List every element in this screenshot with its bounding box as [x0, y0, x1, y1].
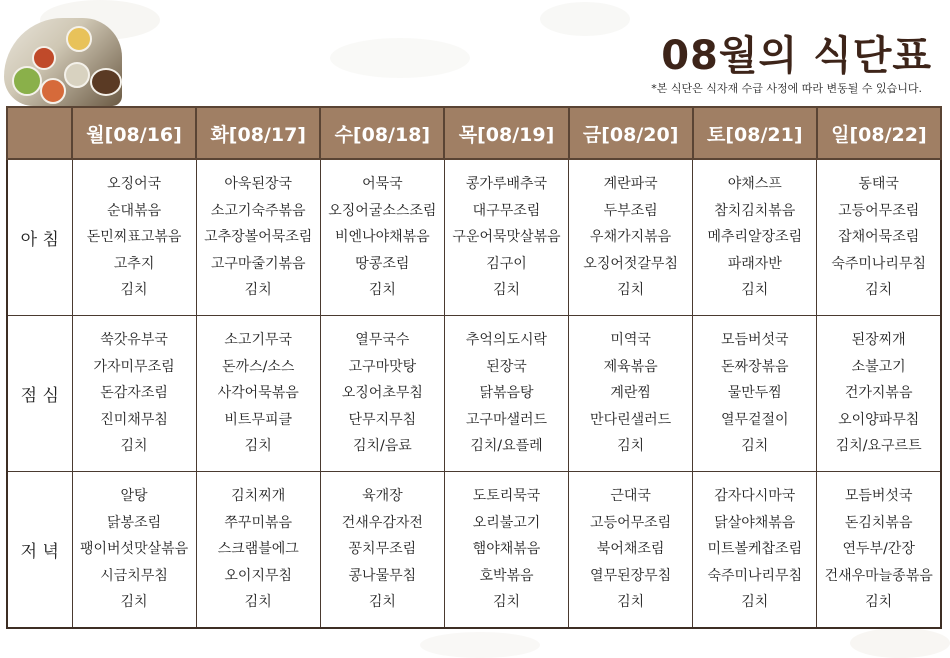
menu-cell — [817, 159, 941, 316]
day-header-mon: 월[08/16] — [72, 107, 196, 159]
meal-row-breakfast — [7, 159, 941, 316]
menu-item: 돈김치볶음 — [844, 514, 913, 531]
menu-item: 오징어초무침 — [341, 385, 423, 402]
menu-item: 대구무조림 — [472, 202, 541, 219]
menu-item: 오징어젓갈무침 — [583, 255, 678, 272]
menu-item: 쑥갓유부국 — [100, 332, 168, 349]
menu-item: 김치 — [368, 282, 396, 299]
menu-item: 숙주미나리무침 — [707, 567, 803, 584]
menu-cell — [444, 471, 568, 628]
background-leaf-decoration — [330, 38, 470, 78]
menu-item: 알탕 — [120, 488, 148, 505]
menu-cell — [444, 316, 568, 472]
menu-change-notice: *본 식단은 식자재 수급 사정에 따라 변동될 수 있습니다. — [651, 82, 922, 95]
background-leaf-decoration — [850, 628, 950, 658]
corner-cell — [7, 107, 72, 159]
menu-item: 가자미무조림 — [93, 358, 175, 375]
day-header-tue: 화[08/17] — [196, 107, 320, 159]
day-header-sun: 일[08/22] — [817, 107, 941, 159]
menu-item: 건가지볶음 — [844, 385, 913, 402]
menu-item: 야채스프 — [727, 176, 782, 193]
menu-item: 김치 — [492, 282, 521, 299]
menu-item: 쭈꾸미볶음 — [224, 514, 293, 531]
menu-item: 땅콩조림 — [355, 255, 410, 272]
menu-item: 참치김치볶음 — [714, 202, 796, 219]
menu-cell — [72, 471, 196, 628]
menu-item: 고구마줄기볶음 — [210, 255, 306, 272]
meal-label: 아 침 — [7, 159, 72, 316]
menu-item: 김치 — [741, 282, 769, 299]
menu-item: 고등어무조림 — [590, 514, 672, 531]
menu-cell — [196, 471, 320, 628]
menu-item: 김구이 — [486, 255, 527, 272]
menu-item: 김치 — [865, 282, 893, 299]
menu-cell — [817, 471, 941, 628]
menu-cell — [569, 316, 693, 472]
menu-item: 닭봉조림 — [107, 514, 162, 531]
menu-item: 만다린샐러드 — [590, 411, 672, 428]
menu-item: 순대볶음 — [107, 202, 162, 219]
menu-item: 김치 — [120, 594, 148, 611]
menu-item: 콩나물무침 — [348, 567, 417, 584]
menu-item: 호박볶음 — [479, 567, 534, 584]
menu-item: 미역국 — [610, 332, 651, 349]
menu-item: 모듬버섯국 — [844, 488, 913, 505]
menu-item: 진미채무침 — [100, 411, 168, 428]
menu-item: 김치 — [120, 282, 148, 299]
menu-item: 오리불고기 — [472, 514, 541, 531]
menu-item: 육개장 — [362, 488, 403, 505]
menu-item: 김치 — [865, 594, 893, 611]
meal-label: 저 녁 — [7, 471, 72, 628]
menu-item: 시금치무침 — [100, 567, 168, 584]
menu-cell — [72, 159, 196, 316]
menu-item: 어묵국 — [362, 176, 403, 193]
menu-item: 잡채어묵조림 — [838, 229, 920, 246]
menu-item: 미트볼케찹조림 — [707, 541, 803, 558]
menu-item: 비트무피클 — [224, 411, 293, 428]
menu-item: 김치/요플레 — [470, 438, 543, 455]
menu-item: 김치/음료 — [352, 438, 412, 455]
menu-item: 오이양파무침 — [838, 411, 920, 428]
menu-item: 감자다시마국 — [714, 488, 796, 505]
menu-item: 계란파국 — [603, 176, 658, 193]
menu-item: 팽이버섯맛살볶음 — [79, 541, 189, 558]
menu-cell — [569, 471, 693, 628]
menu-item: 김치 — [741, 438, 769, 455]
menu-item: 비엔나야채볶음 — [335, 229, 430, 246]
day-header-sat: 토[08/21] — [693, 107, 817, 159]
background-leaf-decoration — [420, 632, 540, 658]
menu-item: 우채가지볶음 — [590, 229, 672, 246]
menu-item: 오징어국 — [107, 176, 162, 193]
menu-item: 제육볶음 — [603, 358, 658, 375]
day-header-fri: 금[08/20] — [569, 107, 693, 159]
menu-item: 김치 — [244, 282, 272, 299]
menu-item: 고추지 — [113, 255, 155, 272]
menu-item: 고추장볼어묵조림 — [204, 229, 313, 246]
menu-item: 오이지무침 — [224, 567, 293, 584]
menu-item: 김치 — [244, 438, 272, 455]
menu-item: 동태국 — [858, 176, 899, 193]
menu-item: 김치 — [120, 438, 148, 455]
menu-item: 연두부/간장 — [842, 541, 915, 558]
weekly-menu-table — [6, 106, 942, 629]
menu-item: 숙주미나리무침 — [831, 255, 926, 272]
menu-item: 오징어굴소스조림 — [328, 202, 437, 219]
menu-item: 김치 — [741, 594, 769, 611]
menu-item: 김치 — [492, 594, 521, 611]
menu-item: 콩가루배추국 — [465, 176, 548, 193]
day-header-thu: 목[08/19] — [444, 107, 568, 159]
menu-cell — [72, 316, 196, 472]
menu-item: 구운어묵맛살볶음 — [452, 229, 561, 246]
menu-item: 고등어무조림 — [838, 202, 920, 219]
meal-label: 점 심 — [7, 316, 72, 472]
menu-item: 물만두찜 — [727, 385, 782, 402]
korean-food-photo — [4, 18, 122, 106]
menu-cell — [569, 159, 693, 316]
menu-item: 열무국수 — [355, 332, 410, 349]
menu-cell — [320, 316, 444, 472]
menu-item: 김치 — [617, 438, 645, 455]
menu-cell — [196, 159, 320, 316]
day-header-wed: 수[08/18] — [320, 107, 444, 159]
menu-item: 메추리알장조림 — [707, 229, 803, 246]
menu-item: 김치 — [617, 594, 645, 611]
menu-item: 돈감자조림 — [100, 385, 168, 402]
menu-item: 돈민찌표고볶음 — [86, 229, 182, 246]
menu-item: 북어채조림 — [596, 541, 665, 558]
menu-cell — [693, 471, 817, 628]
menu-item: 돈짜장볶음 — [720, 358, 789, 375]
menu-item: 건새우마늘종볶음 — [824, 567, 933, 584]
menu-item: 김치 — [368, 594, 396, 611]
menu-item: 두부조림 — [603, 202, 658, 219]
menu-item: 근대국 — [610, 488, 651, 505]
background-leaf-decoration — [540, 2, 630, 36]
menu-item: 김치/요구르트 — [835, 438, 922, 455]
menu-cell — [444, 159, 568, 316]
menu-item: 모듬버섯국 — [720, 332, 789, 349]
menu-cell — [693, 159, 817, 316]
menu-item: 아욱된장국 — [224, 176, 293, 193]
menu-item: 소고기무국 — [224, 332, 293, 349]
meal-row-dinner — [7, 471, 941, 628]
menu-item: 도토리묵국 — [472, 488, 541, 505]
menu-item: 사각어묵볶음 — [217, 385, 299, 402]
menu-item: 스크램블에그 — [217, 541, 299, 558]
menu-cell — [693, 316, 817, 472]
menu-item: 계란찜 — [610, 385, 651, 402]
menu-item: 된장국 — [486, 358, 527, 375]
menu-item: 고구마샐러드 — [465, 411, 548, 428]
menu-item: 돈까스/소스 — [222, 358, 295, 375]
menu-item: 열무된장무침 — [590, 567, 672, 584]
menu-item: 소고기숙주볶음 — [210, 202, 306, 219]
menu-item: 김치 — [244, 594, 272, 611]
menu-item: 고구마맛탕 — [348, 358, 417, 375]
menu-item: 파래자반 — [727, 255, 782, 272]
menu-cell — [320, 471, 444, 628]
menu-item: 된장찌개 — [851, 332, 906, 349]
menu-item: 햄야채볶음 — [472, 541, 541, 558]
menu-item: 닭살야채볶음 — [714, 514, 796, 531]
menu-item: 소불고기 — [851, 358, 906, 375]
day-header-row — [7, 107, 941, 159]
meal-row-lunch — [7, 316, 941, 472]
menu-item: 꽁치무조림 — [348, 541, 417, 558]
menu-item: 추억의도시락 — [465, 332, 548, 349]
menu-cell — [320, 159, 444, 316]
menu-item: 단무지무침 — [348, 411, 417, 428]
menu-item: 김치 — [617, 282, 645, 299]
menu-item: 건새우감자전 — [341, 514, 423, 531]
menu-cell — [817, 316, 941, 472]
page-title: 08월의 식단표 — [661, 33, 932, 79]
menu-cell — [196, 316, 320, 472]
menu-item: 열무겉절이 — [720, 411, 789, 428]
menu-item: 닭볶음탕 — [479, 385, 534, 402]
menu-item: 김치찌개 — [231, 488, 286, 505]
